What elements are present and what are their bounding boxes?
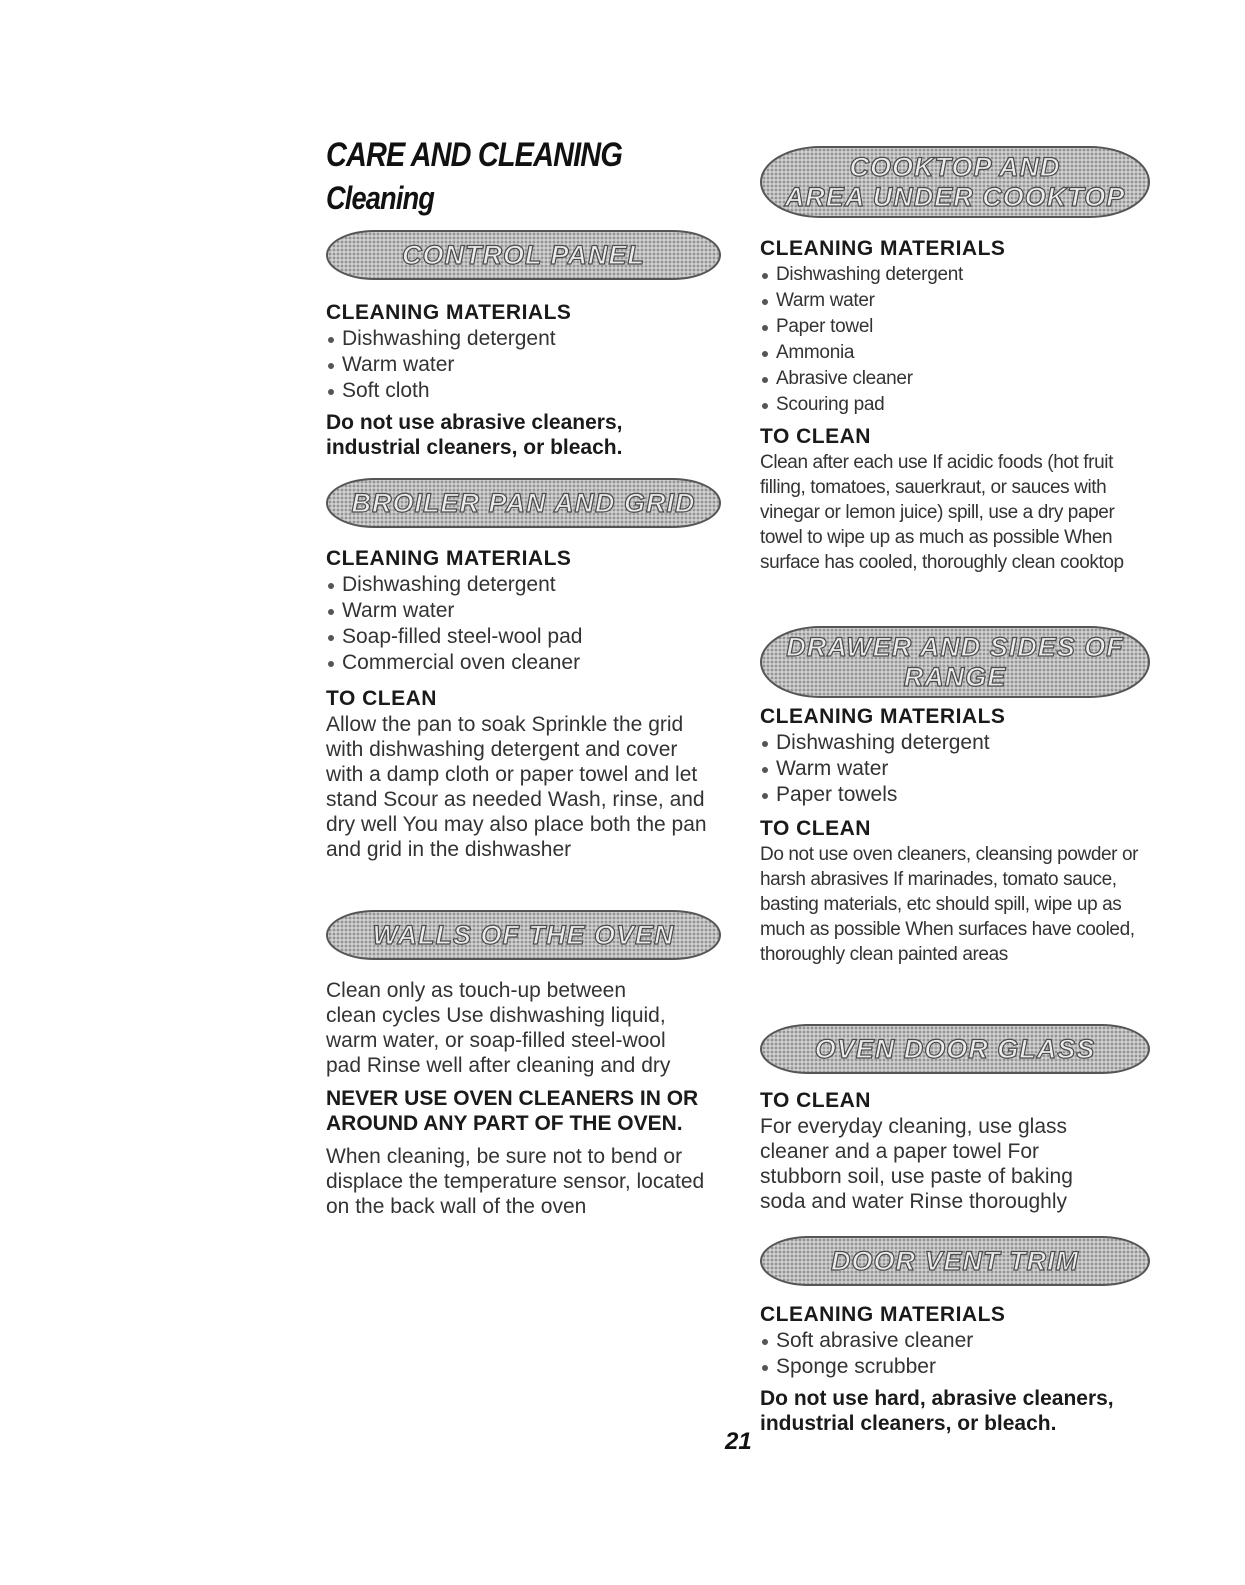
materials-list — [326, 326, 726, 404]
list-item: Soft cloth — [326, 378, 726, 404]
materials-list — [760, 730, 1160, 808]
list-item: Ammonia — [760, 340, 1160, 366]
materials-list — [760, 262, 1160, 418]
banner-door-vent-text: DOOR VENT TRIM — [831, 1246, 1079, 1276]
list-item: Soap-filled steel-wool pad — [326, 624, 726, 650]
materials-heading: CLEANING MATERIALS — [326, 301, 572, 324]
banner-oven-walls-text: WALLS OF THE OVEN — [372, 920, 675, 950]
section-drawer — [760, 704, 1160, 967]
page-title: CARE AND CLEANING — [326, 136, 622, 174]
banner-oven-walls — [326, 910, 721, 960]
banner-drawer-line1: DRAWER AND SIDES OF — [786, 632, 1124, 662]
list-item: Scouring pad — [760, 392, 1160, 418]
banner-drawer — [760, 626, 1150, 698]
section-oven-door — [760, 1088, 1160, 1214]
clean-heading: TO CLEAN — [760, 425, 871, 448]
list-item: Dishwashing detergent — [326, 326, 726, 352]
banner-cooktop-line2: AREA UNDER COOKTOP — [784, 182, 1126, 212]
section-cooktop — [760, 236, 1160, 575]
banner-oven-door-text: OVEN DOOR GLASS — [814, 1034, 1096, 1064]
list-item: Paper towels — [760, 782, 1160, 808]
list-item: Warm water — [326, 352, 726, 378]
banner-cooktop-text — [785, 152, 1126, 212]
banner-cooktop-line1: COOKTOP AND — [849, 152, 1061, 182]
clean-text: Allow the pan to soak Sprinkle the grid with dishwashing detergent and cover with a damp cloth or paper towel and let stand Scour as needed Wash, rinse, and dry well You may also place both the pan and grid in the dishwasher — [326, 713, 707, 861]
materials-heading: CLEANING MATERIALS — [326, 547, 572, 570]
materials-heading: CLEANING MATERIALS — [760, 705, 1006, 728]
materials-heading: CLEANING MATERIALS — [760, 1303, 1006, 1326]
materials-list — [326, 572, 726, 676]
list-item: Soft abrasive cleaner — [760, 1328, 1180, 1354]
list-item: Dishwashing detergent — [326, 572, 726, 598]
list-item: Sponge scrubber — [760, 1354, 1180, 1380]
list-item: Abrasive cleaner — [760, 366, 1160, 392]
section-oven-walls — [326, 978, 726, 1219]
banner-drawer-line2: RANGE — [903, 662, 1007, 692]
clean-heading: TO CLEAN — [326, 687, 437, 710]
clean-heading: TO CLEAN — [760, 817, 871, 840]
banner-oven-door — [760, 1024, 1150, 1074]
list-item: Dishwashing detergent — [760, 730, 1160, 756]
banner-drawer-text — [786, 632, 1124, 692]
clean-text: Clean after each use If acidic foods (hot fruit filling, tomatoes, sauerkraut, or sauces with vinegar or lemon juice) spill, use a dry paper towel to wipe up as much as possible When surface has cooled, thoroughly clean cooktop — [760, 452, 1124, 573]
section-door-vent — [760, 1302, 1180, 1436]
warning-text: NEVER USE OVEN CLEANERS IN OR AROUND ANY PART OF THE OVEN. — [326, 1087, 699, 1135]
banner-broiler-text: BROILER PAN AND GRID — [351, 488, 696, 518]
materials-list — [760, 1328, 1180, 1380]
section-control-panel — [326, 300, 726, 460]
oven-walls-text: Clean only as touch-up between clean cycles Use dishwashing liquid, warm water, or soap-filled steel-wool pad Rinse well after cleaning and dry — [326, 979, 671, 1077]
banner-control-panel — [326, 230, 721, 280]
materials-heading: CLEANING MATERIALS — [760, 237, 1006, 260]
clean-text: Do not use oven cleaners, cleansing powder or harsh abrasives If marinades, tomato sauce, basting materials, etc should spill, wipe up as much as possible When surfaces have cooled, thoroughly clean painted areas — [760, 844, 1139, 965]
clean-heading: TO CLEAN — [760, 1089, 871, 1112]
banner-cooktop — [760, 146, 1150, 218]
list-item: Warm water — [326, 598, 726, 624]
note-text: When cleaning, be sure not to bend or displace the temperature sensor, located on the back wall of the oven — [326, 1145, 705, 1218]
page-number: 21 — [725, 1428, 752, 1455]
clean-text: For everyday cleaning, use glass cleaner and a paper towel For stubborn soil, use paste of baking soda and water Rinse thoroughly — [760, 1115, 1073, 1213]
banner-door-vent — [760, 1236, 1150, 1286]
list-item: Paper towel — [760, 314, 1160, 340]
warning-text: Do not use abrasive cleaners, industrial cleaners, or bleach. — [326, 411, 623, 459]
warning-text: Do not use hard, abrasive cleaners, industrial cleaners, or bleach. — [760, 1387, 1114, 1435]
list-item: Dishwashing detergent — [760, 262, 1160, 288]
list-item: Commercial oven cleaner — [326, 650, 726, 676]
banner-broiler — [326, 478, 721, 528]
list-item: Warm water — [760, 288, 1160, 314]
list-item: Warm water — [760, 756, 1160, 782]
section-broiler — [326, 546, 726, 862]
banner-control-panel-text: CONTROL PANEL — [401, 240, 645, 270]
page-subtitle: Cleaning — [326, 180, 435, 216]
